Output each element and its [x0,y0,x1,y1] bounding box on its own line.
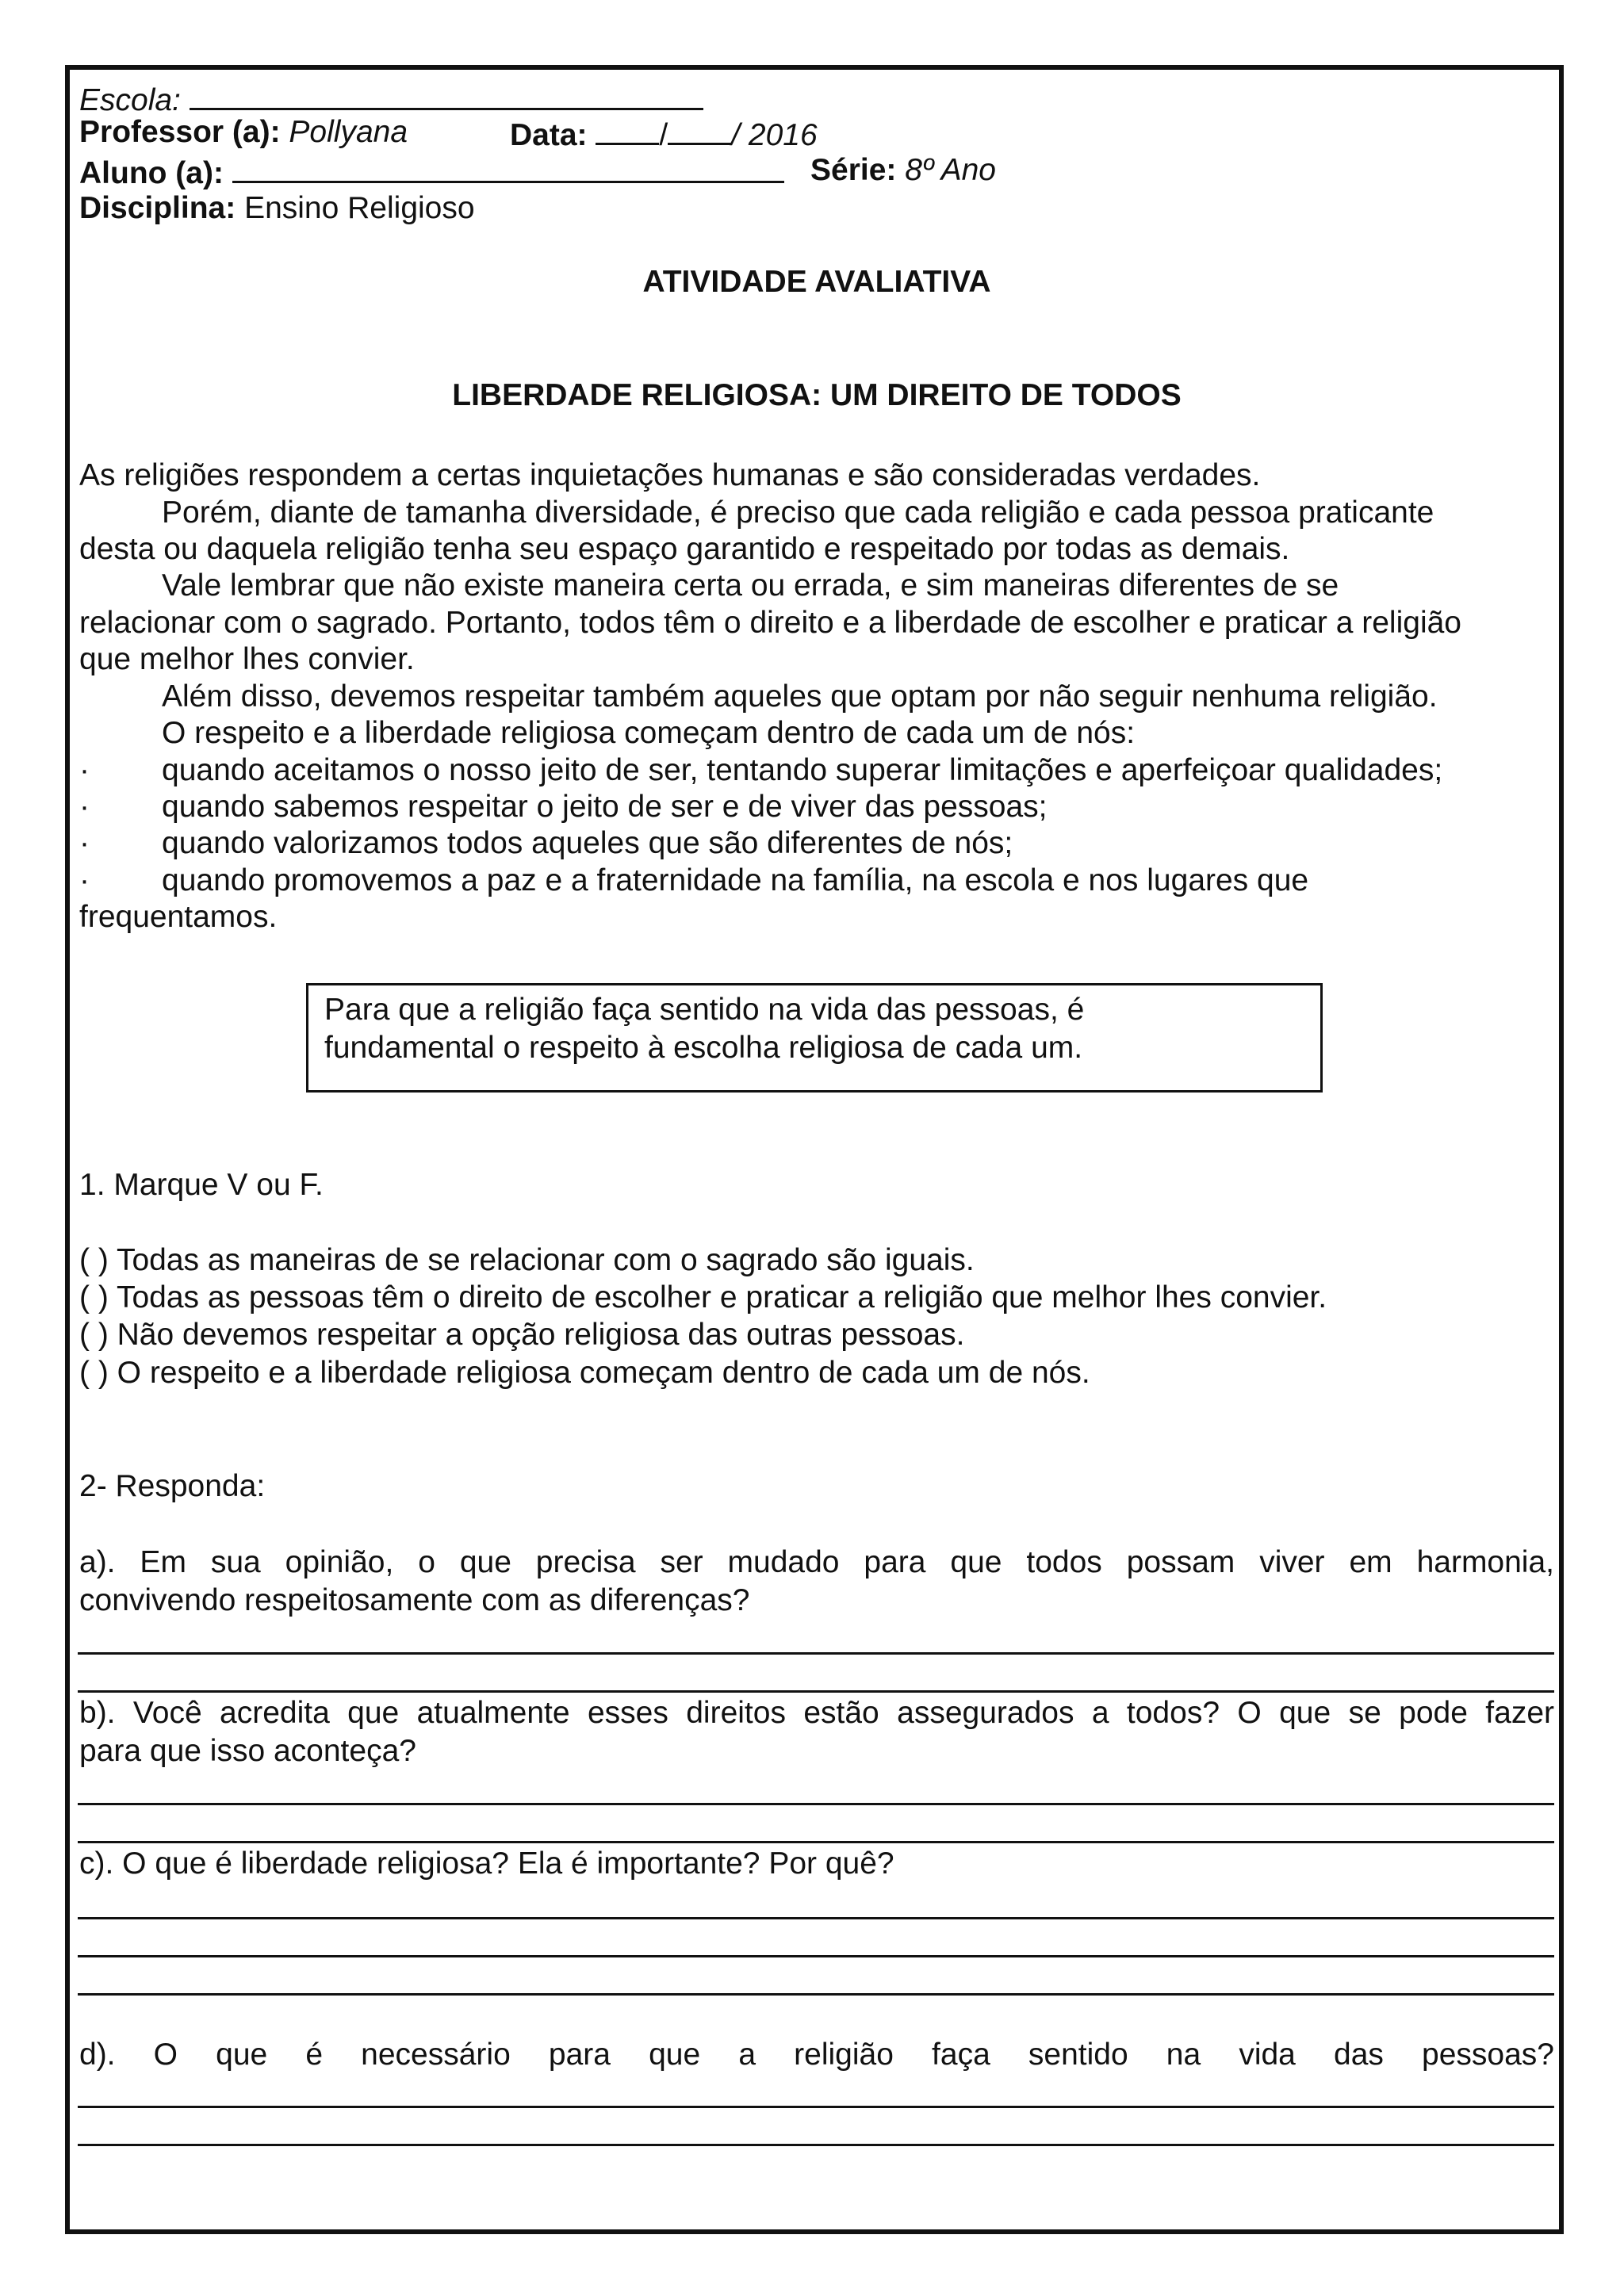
q2c-line-1: c). O que é liberdade religiosa? Ela é importante? Por quê? [79,1846,894,1881]
highlight-line-2: fundamental o respeito à escolha religiosa de cada um. [324,1031,1083,1065]
q2a-line-2: convivendo respeitosamente com as diferenças? [79,1583,750,1617]
answer-line[interactable] [78,1652,1554,1655]
aluno-label: Aluno (a): [79,156,224,190]
data-slash: / [659,118,668,152]
q2b-line-2: para que isso aconteça? [79,1734,416,1768]
bullet-text: quando sabemos respeitar o jeito de ser e de viver das pessoas; [162,790,1048,824]
serie-value: 8º Ano [905,153,996,187]
text-line-7: Além disso, devemos respeitar também aqueles que optam por não seguir nenhuma religião. [162,679,1438,714]
data-month-field[interactable] [668,114,731,145]
disciplina-value: Ensino Religioso [244,191,475,225]
q1-item[interactable]: ( ) O respeito e a liberdade religiosa começam dentro de cada um de nós. [79,1356,1090,1390]
bullet-item [79,825,1554,862]
data-day-field[interactable] [596,114,659,145]
text-line-5: relacionar com o sagrado. Portanto, todos têm o direito e a liberdade de escolher e praticar a religião [79,606,1461,640]
q2b-line-1: b). Você acredita que atualmente esses direitos estão assegurados a todos? O que se pode fazer [79,1696,1554,1730]
data-line [510,114,818,154]
answer-line[interactable] [78,1690,1554,1693]
q1-item[interactable]: ( ) Não devemos respeitar a opção religiosa das outras pessoas. [79,1318,965,1352]
q1-item[interactable]: ( ) Todas as pessoas têm o direito de escolher e praticar a religião que melhor lhes convier. [79,1280,1327,1314]
professor-value: Pollyana [289,115,408,149]
highlight-box [306,983,1323,1093]
text-line-6: que melhor lhes convier. [79,642,415,676]
answer-line[interactable] [78,2144,1554,2146]
document-title: ATIVIDADE AVALIATIVA [642,265,991,299]
bullet-dot: · [79,863,90,897]
answer-line[interactable] [78,2106,1554,2108]
text-line-2: Porém, diante de tamanha diversidade, é preciso que cada religião e cada pessoa praticante [162,496,1434,530]
text-line-8: O respeito e a liberdade religiosa começam dentro de cada um de nós: [162,716,1136,750]
serie-label: Série: [810,153,897,187]
disciplina-label: Disciplina: [79,191,236,225]
text-line-3: desta ou daquela religião tenha seu espaço garantido e respeitado por todas as demais. [79,532,1290,566]
document-subtitle: LIBERDADE RELIGIOSA: UM DIREITO DE TODOS [452,378,1182,412]
q2-heading: 2- Responda: [79,1469,266,1503]
bullet-text: quando promovemos a paz e a fraternidade na família, na escola e nos lugares que [162,863,1309,897]
bullet-text: quando valorizamos todos aqueles que são diferentes de nós; [162,826,1013,860]
q2d-line-1: d). O que é necessário para que a religião faça sentido na vida das pessoas? [79,2038,1554,2072]
bullet-dot: · [79,790,90,824]
professor-line [79,114,408,151]
professor-label: Professor (a): [79,115,281,149]
highlight-line-1: Para que a religião faça sentido na vida das pessoas, é [324,993,1085,1027]
q1-heading: 1. Marque V ou F. [79,1168,324,1202]
data-label: Data: [510,118,588,152]
bullet-continuation: frequentamos. [79,900,278,934]
bullet-dot: · [79,826,90,860]
bullet-item [79,752,1554,789]
text-line-1: As religiões respondem a certas inquietações humanas e são consideradas verdades. [79,458,1261,492]
bullet-dot: · [79,753,90,787]
data-year: / 2016 [731,118,818,152]
answer-line[interactable] [78,1803,1554,1805]
serie-line [810,152,996,189]
disciplina-line [79,190,475,227]
escola-field[interactable] [190,79,703,110]
answer-line[interactable] [78,1993,1554,1996]
escola-line [79,79,703,119]
bullet-item [79,789,1554,825]
bullet-text: quando aceitamos o nosso jeito de ser, tentando superar limitações e aperfeiçoar qualidades; [162,753,1443,787]
answer-line[interactable] [78,1955,1554,1957]
q1-item[interactable]: ( ) Todas as maneiras de se relacionar com o sagrado são iguais. [79,1243,975,1277]
answer-line[interactable] [78,1917,1554,1919]
aluno-field[interactable] [232,152,784,183]
q2a-line-1: a). Em sua opinião, o que precisa ser mudado para que todos possam viver em harmonia, [79,1545,1554,1579]
answer-line[interactable] [78,1841,1554,1843]
aluno-line [79,152,784,192]
bullet-item [79,863,1554,899]
escola-label: Escola: [79,83,181,117]
text-line-4: Vale lembrar que não existe maneira certa ou errada, e sim maneiras diferentes de se [162,568,1339,603]
